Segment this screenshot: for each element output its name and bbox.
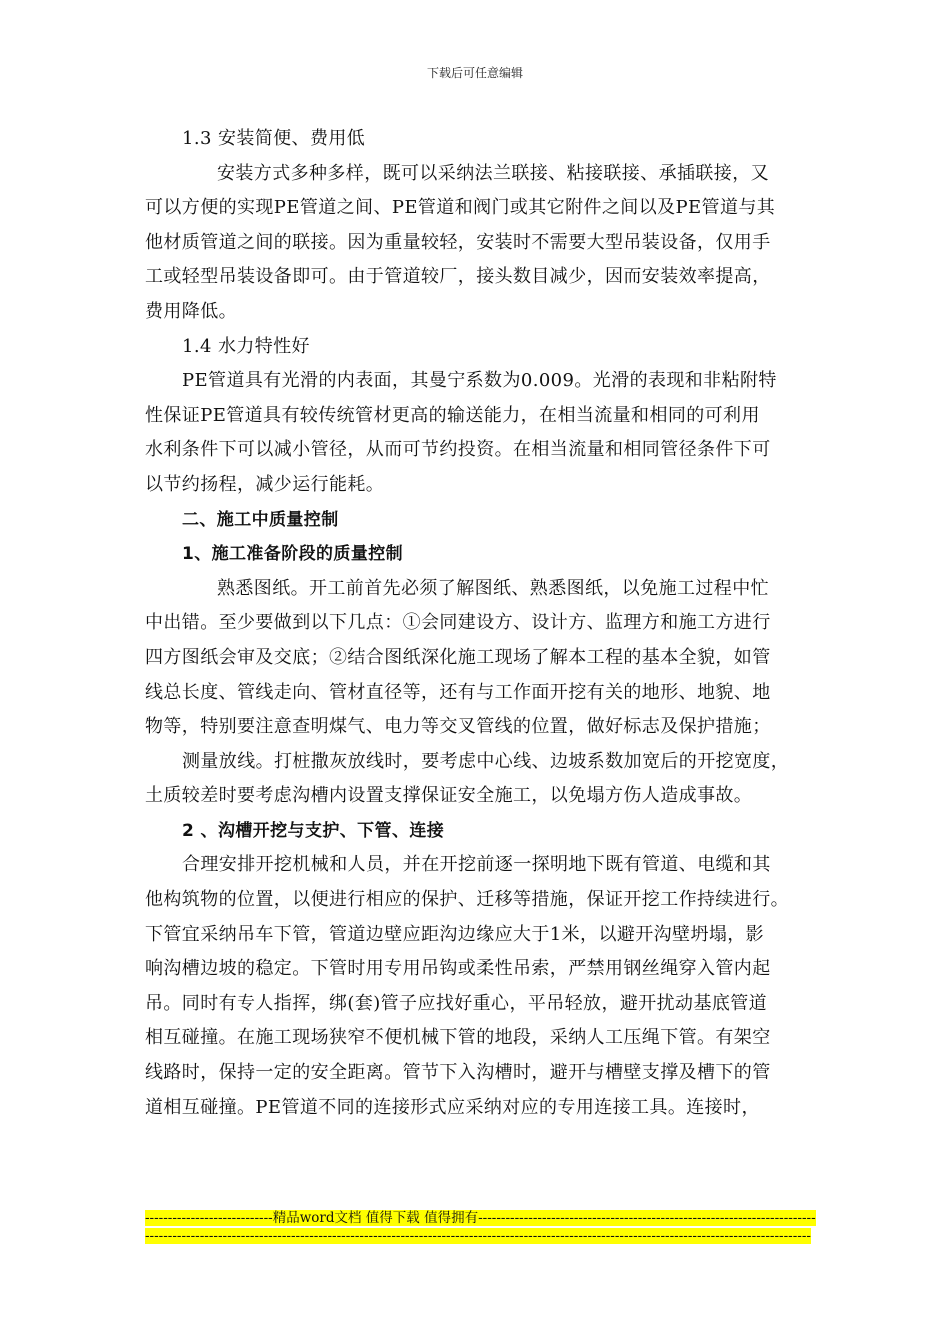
text-line: 相互碰撞。在施工现场狭窄不便机械下管的地段，采纳人工压绳下管。有架空	[145, 1027, 771, 1049]
text-line: 道相互碰撞。PE管道不同的连接形式应采纳对应的专用连接工具。连接时，	[145, 1096, 760, 1118]
text-line: 1.4 水力特性好	[182, 335, 310, 357]
section-heading: 二、施工中质量控制	[182, 509, 339, 530]
text-line: 下管宜采纳吊车下管，管道边壁应距沟边缘应大于1米，以避开沟壁坍塌，影	[145, 923, 765, 945]
section-heading: 2 、沟槽开挖与支护、下管、连接	[182, 820, 445, 841]
document-body	[145, 122, 825, 1125]
text-line: 四方图纸会审及交底；②结合图纸深化施工现场了解本工程的基本全貌，如管	[145, 646, 771, 668]
text-line: 他材质管道之间的联接。因为重量较轻，安装时不需要大型吊装设备，仅用手	[145, 231, 771, 253]
text-line: 熟悉图纸。开工前首先必须了解图纸、熟悉图纸，以免施工过程中忙	[217, 577, 769, 599]
text-line: 线总长度、管线走向、管材直径等，还有与工作面开挖有关的地形、地貌、地	[145, 681, 771, 703]
text-line: 土质较差时要考虑沟槽内设置支撑保证安全施工，以免塌方伤人造成事故。	[145, 785, 753, 807]
footer-banner	[145, 1210, 817, 1245]
text-line: 中出错。至少要做到以下几点：①会同建设方、设计方、监理方和施工方进行	[145, 612, 771, 634]
text-line: 以节约扬程，减少运行能耗。	[145, 473, 385, 495]
text-line: 合理安排开挖机械和人员，并在开挖前逐一探明地下既有管道、电缆和其	[182, 854, 771, 876]
text-line: 1.3 安装简便、费用低	[182, 128, 366, 149]
text-line: 吊。同时有专人指挥，绑(套)管子应找好重心，平吊轻放，避开扰动基底管道	[145, 992, 768, 1014]
text-line: 水利条件下可以减小管径，从而可节约投资。在相当流量和相同管径条件下可	[145, 439, 771, 461]
text-line: 安装方式多种多样，既可以采纳法兰联接、粘接联接、承插联接，又	[217, 162, 769, 184]
text-line: 可以方便的实现PE管道之间、PE管道和阀门或其它附件之间以及PE管道与其	[145, 197, 776, 219]
text-line: 物等，特别要注意查明煤气、电力等交叉管线的位置，做好标志及保护措施；	[145, 716, 771, 738]
text-line: 测量放线。打桩撒灰放线时，要考虑中心线、边坡系数加宽后的开挖宽度，	[182, 750, 790, 772]
text-line: 他构筑物的位置，以便进行相应的保护、迁移等措施，保证开挖工作持续进行。	[145, 889, 789, 911]
text-line: 响沟槽边坡的稳定。下管时用专用吊钩或柔性吊索，严禁用钢丝绳穿入管内起	[145, 958, 771, 980]
text-line: 线路时，保持一定的安全距离。管节下入沟槽时，避开与槽壁支撑及槽下的管	[145, 1062, 771, 1084]
footer-text: ----------------------------精品word文档 值得下载 值得拥有----------------------------------------------------------------------------------------------------------------------------------------------------------------------------------------------------------------------------	[145, 1210, 816, 1244]
page-header: 下载后可任意编辑	[426, 66, 523, 80]
section-heading: 1、施工准备阶段的质量控制	[182, 544, 404, 565]
text-line: PE管道具有光滑的内表面，其曼宁系数为0.009。光滑的表现和非粘附特	[182, 370, 777, 392]
text-line: 性保证PE管道具有较传统管材更高的输送能力，在相当流量和相同的可利用	[145, 404, 760, 426]
text-line: 工或轻型吊装设备即可。由于管道较厂，接头数目减少，因而安装效率提高，	[145, 266, 771, 288]
text-line: 费用降低。	[145, 300, 237, 322]
